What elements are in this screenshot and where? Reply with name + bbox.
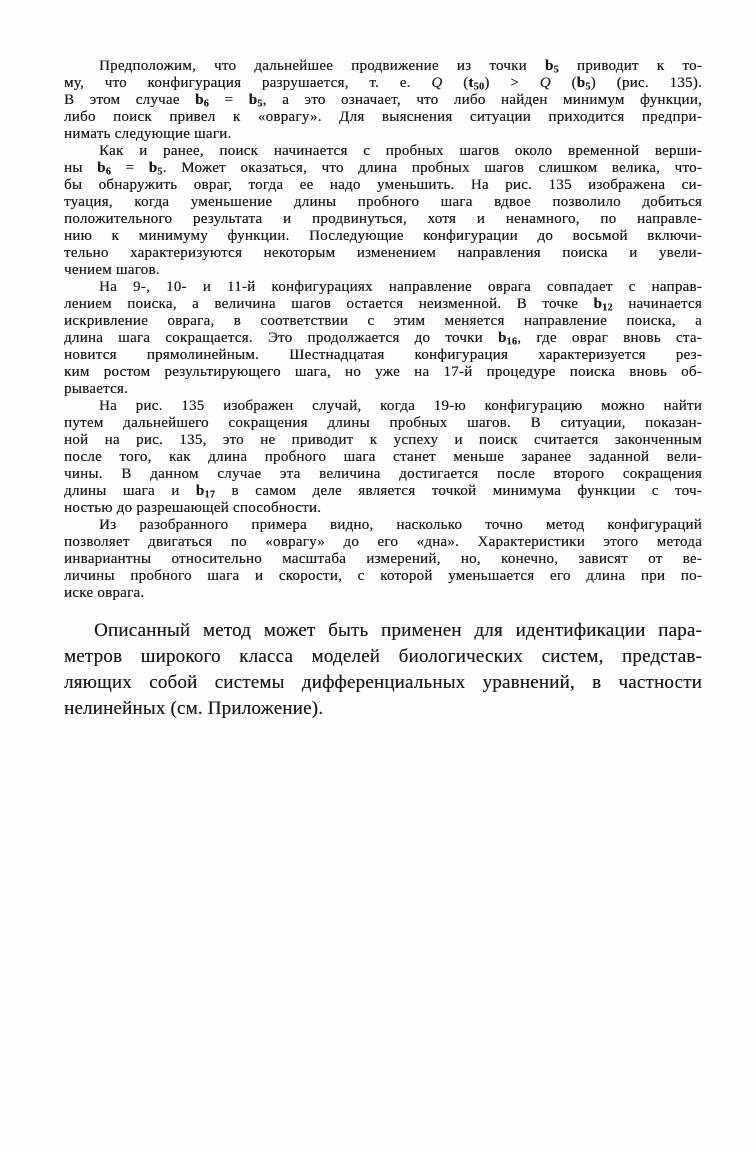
text-line: путем дальнейшего сокращения длины пробных шагов. В ситуации, показан- <box>64 415 702 431</box>
text-line: ностью до разрешающей способности. <box>64 500 322 516</box>
text-line: В этом случае $b_6 = b_5$, а это означает, что либо найден минимум функции, <box>64 92 702 110</box>
text-line: нелинейных (см. Приложение). <box>64 698 324 719</box>
text-line: метров широкого класса моделей биологических систем, представ- <box>64 646 702 667</box>
text-line: либо поиск привел к «оврагу». Для выяснения ситуации приходится предпри- <box>64 109 702 125</box>
paragraph-6 <box>64 618 702 722</box>
text-line: Предположим, что дальнейшее продвижение из точки $b_5$ приводит к то- <box>99 58 702 76</box>
paragraph-5 <box>64 517 702 602</box>
text-line: чением шагов. <box>64 262 160 278</box>
text-line: На рис. 135 изображен случай, когда 19-ю конфигурацию можно найти <box>99 398 702 414</box>
text-line: позволяет двигаться по «оврагу» до его «дна». Характеристики этого метода <box>64 534 702 550</box>
paragraph-4 <box>64 398 702 517</box>
text-line: ны $b_6 = b_5$. Может оказаться, что длина пробных шагов слишком велика, что- <box>64 160 703 178</box>
text-line: чины. В данном случае эта величина достигается после второго сокращения <box>64 466 702 482</box>
text-line: На 9-, 10- и 11-й конфигурациях направление оврага совпадает с направ- <box>99 279 702 295</box>
text-line: ляющих собой системы дифференциальных уравнений, в частности <box>64 672 702 693</box>
text-block <box>64 58 702 722</box>
text-line: инвариантны относительно масштаба измерений, но, конечно, зависят от ве- <box>64 551 702 567</box>
text-line: Как и ранее, поиск начинается с пробных шагов около временной верши- <box>99 143 702 159</box>
text-line: му, что конфигурация разрушается, т. е. Q $(t_{50}) > Q$ $(b_5)$ (рис. 135). <box>64 75 703 93</box>
text-line: новится прямолинейным. Шестнадцатая конфигурация характеризуется рез- <box>64 347 702 363</box>
text-line: длина шага сокращается. Это продолжается до точки $b_{16}$, где овраг вновь ста- <box>64 330 702 348</box>
paragraph-2 <box>64 143 702 279</box>
text-line: длины шага и $b_{17}$ в самом деле является точкой минимума функции с точ- <box>64 483 702 501</box>
text-line: нию к минимуму функции. Последующие конфигурации до восьмой включи- <box>64 228 702 244</box>
text-line: тельно характеризуются некоторым изменением направления поиска и увели- <box>64 245 702 261</box>
text-line: лением поиска, а величина шагов остается неизменной. В точке $b_{12}$ начинается <box>64 296 702 314</box>
text-line: искривление оврага, в соответствии с этим меняется направление поиска, а <box>64 313 702 329</box>
text-line: после того, как длина пробного шага станет меньше заранее заданной вели- <box>64 449 702 465</box>
text-line: Из разобранного примера видно, насколько точно метод конфигураций <box>99 517 702 533</box>
text-line: бы обнаружить овраг, тогда ее надо уменьшить. На рис. 135 изображена си- <box>64 177 702 193</box>
text-line: нимать следующие шаги. <box>64 126 232 142</box>
text-line: ной на рис. 135, это не приводит к успеху и поиск считается законченным <box>64 432 702 448</box>
paragraph-1 <box>64 58 702 143</box>
text-line: ким ростом результирующего шага, но уже на 17-й процедуре поиска вновь об- <box>64 364 702 380</box>
text-line: иске оврага. <box>64 585 145 601</box>
text-line: рывается. <box>64 381 129 397</box>
text-line: туация, когда уменьшение длины пробного шага вдвое позволило добиться <box>64 194 702 210</box>
text-line: положительного результата и продвинуться, хотя и ненамного, по направле- <box>64 211 702 227</box>
paragraph-3 <box>64 279 702 398</box>
text-line: личины пробного шага и скорости, с которой уменьшается его длина при по- <box>64 568 702 584</box>
text-line: Описанный метод может быть применен для идентификации пара- <box>94 620 702 641</box>
